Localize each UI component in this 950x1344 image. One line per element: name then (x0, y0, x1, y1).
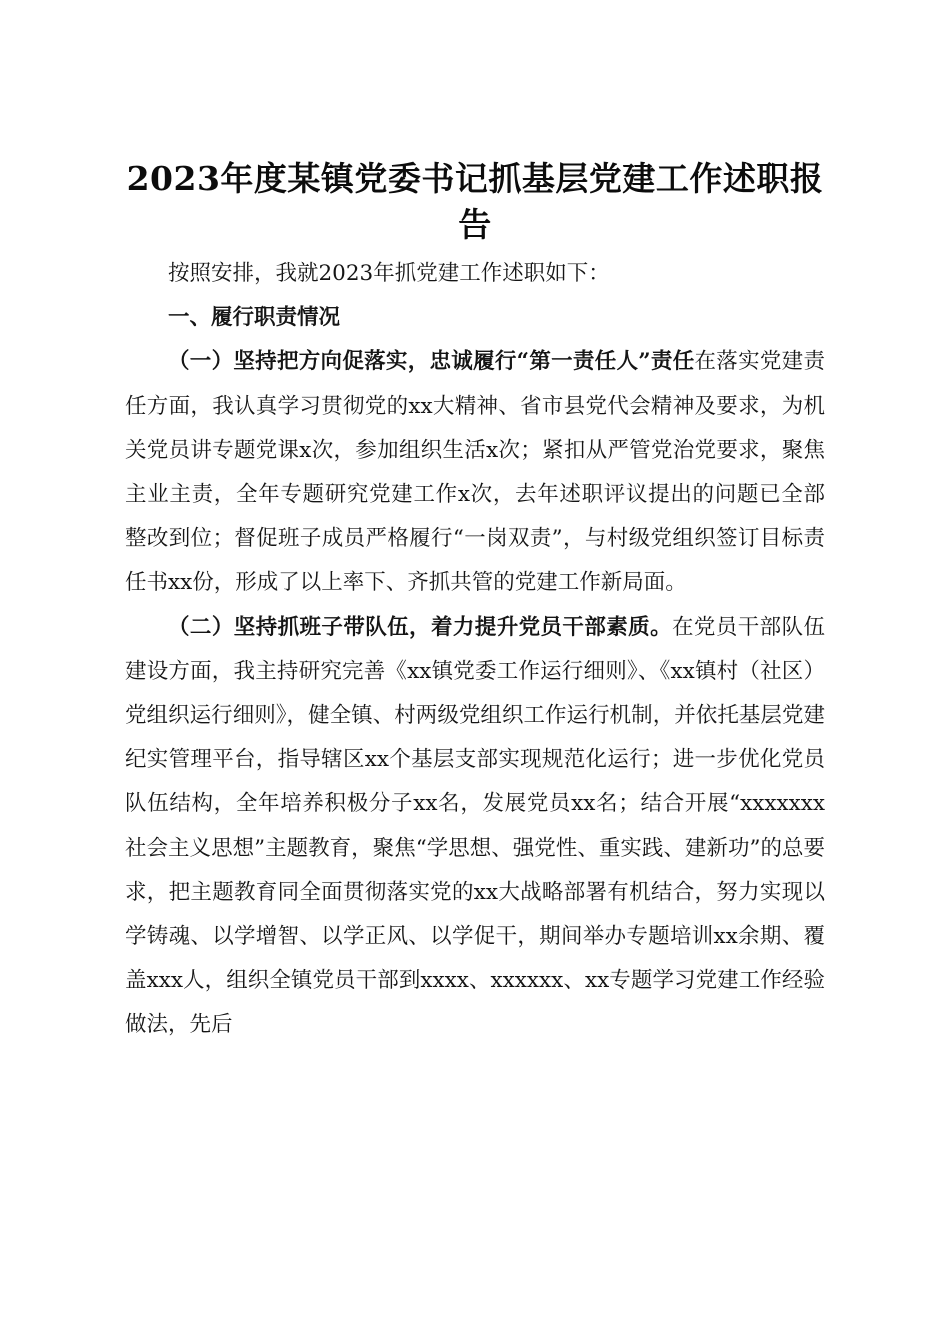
paragraph-1-lead: （一）坚持把方向促落实，忠诚履行“第一责任人”责任 (168, 349, 695, 375)
paragraph-2-lead: （二）坚持抓班子带队伍，着力提升党员干部素质。 (168, 614, 672, 640)
paragraph-2 (125, 606, 825, 1048)
paragraph-2-text: 在党员干部队伍建设方面，我主持研究完善《xx镇党委工作运行细则》、《xx镇村（社区）党组织运行细则》，健全镇、村两级党组织工作运行机制，并依托基层党建纪实管理平台，指导辖区xx个基层支部实现规范化运行；进一步优化党员队伍结构，全年培养积极分子xx名，发展党员xx名；结合开展“xxxxxxx社会主义思想”主题教育，聚焦“学思想、强党性、重实践、建新功”的总要求，把主题教育同全面贯彻落实党的xx大战略部署有机结合，努力实现以学铸魂、以学增智、以学正风、以学促干，期间举办专题培训xx余期、覆盖xxx人，组织全镇党员干部到xxxx、xxxxxx、xx专题学习党建工作经验做法，先后 (125, 614, 825, 1038)
paragraph-1 (125, 340, 825, 605)
document-body (125, 252, 825, 1048)
paragraph-1-text: 在落实党建责任方面，我认真学习贯彻党的xx大精神、省市县党代会精神及要求，为机关党员讲专题党课x次，参加组织生活x次；紧扣从严管党治党要求，聚焦主业主责，全年专题研究党建工作x次，去年述职评议提出的问题已全部整改到位；督促班子成员严格履行“一岗双责”，与村级党组织签订目标责任书xx份，形成了以上率下、齐抓共管的党建工作新局面。 (125, 349, 825, 596)
intro-paragraph: 按照安排，我就2023年抓党建工作述职如下： (168, 261, 610, 286)
section-heading: 一、履行职责情况 (168, 305, 341, 331)
document-title: 2023年度某镇党委书记抓基层党建工作述职报告 (126, 159, 824, 245)
